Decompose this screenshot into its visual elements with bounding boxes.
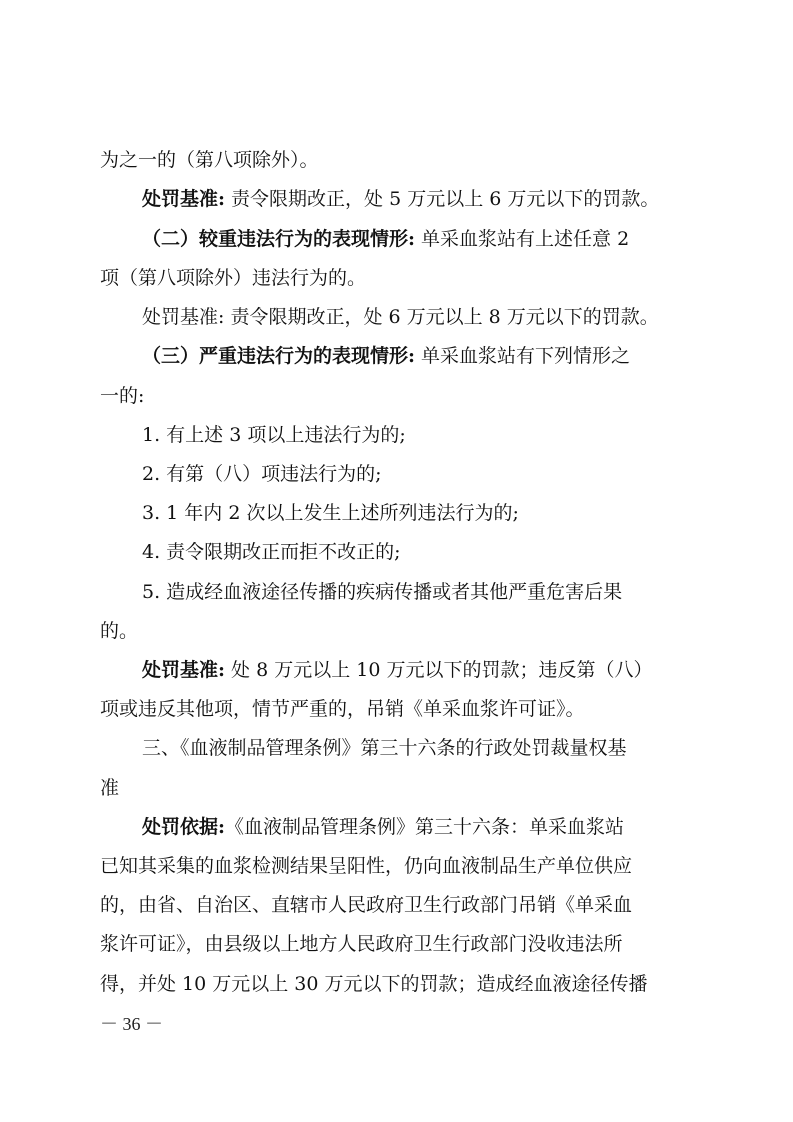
paragraph-continuation: 为之一的（第八项除外）。 xyxy=(100,149,319,171)
penalty-basis-text: 《血液制品管理条例》第三十六条：单采血浆站 xyxy=(225,816,625,838)
penalty-standard-text: 责令限期改正，处 5 万元以上 6 万元以下的罚款。 xyxy=(225,188,660,210)
text-line-6 xyxy=(0,344,793,368)
text-line-1 xyxy=(0,148,793,172)
body-text: 浆许可证》，由县级以上地方人民政府卫生行政部门没收违法所 xyxy=(100,933,623,955)
section-heading-severe: （三）严重违法行为的表现情形: xyxy=(142,345,416,367)
text-line-7 xyxy=(0,384,793,408)
list-item-text: 5. 造成经血液途径传播的疾病传播或者其他严重危害后果 xyxy=(142,581,623,603)
penalty-standard-label: 处罚基准: xyxy=(142,659,226,681)
list-item-text: 1. 有上述 3 项以上违法行为的; xyxy=(142,424,406,446)
list-item-text: 4. 责令限期改正而拒不改正的; xyxy=(142,541,401,563)
list-item-4 xyxy=(0,540,793,564)
page-number: － 36 － xyxy=(100,1014,163,1034)
text-line-14 xyxy=(0,658,793,682)
list-item-3 xyxy=(0,501,793,525)
body-text: 的，由省、自治区、直辖市人民政府卫生行政部门吊销《单采血 xyxy=(100,894,633,916)
text-line-20 xyxy=(0,893,793,917)
text-line-18 xyxy=(0,815,793,839)
text-line-17 xyxy=(0,776,793,800)
body-text: 已知其采集的血浆检测结果呈阳性，仍向血液制品生产单位供应 xyxy=(100,855,633,877)
list-item-text: 2. 有第（八）项违法行为的; xyxy=(142,463,382,485)
section-text-continuation: 项（第八项除外）违法行为的。 xyxy=(100,267,367,289)
list-item-text: 3. 1 年内 2 次以上发生上述所列违法行为的; xyxy=(142,502,519,524)
penalty-basis-label: 处罚依据: xyxy=(142,816,226,838)
list-item-1 xyxy=(0,423,793,447)
section-title: 三、《血液制品管理条例》第三十六条的行政处罚裁量权基 xyxy=(142,737,627,759)
text-line-3 xyxy=(0,227,793,251)
section-text: 单采血浆站有下列情形之 xyxy=(415,345,631,367)
text-line-16 xyxy=(0,736,793,760)
penalty-standard-label: 处罚基准: xyxy=(142,188,226,210)
text-line-13 xyxy=(0,619,793,643)
text-line-5 xyxy=(0,305,793,329)
penalty-standard-line: 处罚基准: 责令限期改正，处 6 万元以上 8 万元以下的罚款。 xyxy=(142,306,659,328)
text-line-2 xyxy=(0,187,793,211)
section-text-continuation: 一的: xyxy=(100,385,145,407)
text-line-21 xyxy=(0,932,793,956)
list-item-continuation: 的。 xyxy=(100,620,139,642)
section-text: 单采血浆站有上述任意 2 xyxy=(415,228,630,250)
text-line-22 xyxy=(0,972,793,996)
text-line-19 xyxy=(0,854,793,878)
penalty-standard-text: 处 8 万元以上 10 万元以下的罚款；违反第（八） xyxy=(225,659,653,681)
text-line-4 xyxy=(0,266,793,290)
list-item-5 xyxy=(0,580,793,604)
body-text: 得，并处 10 万元以上 30 万元以下的罚款；造成经血液途径传播 xyxy=(100,973,648,995)
penalty-standard-continuation: 项或违反其他项，情节严重的，吊销《单采血浆许可证》。 xyxy=(100,698,585,720)
section-heading-moderate: （二）较重违法行为的表现情形: xyxy=(142,228,416,250)
text-line-15 xyxy=(0,697,793,721)
section-title-continuation: 准 xyxy=(100,777,120,799)
list-item-2 xyxy=(0,462,793,486)
